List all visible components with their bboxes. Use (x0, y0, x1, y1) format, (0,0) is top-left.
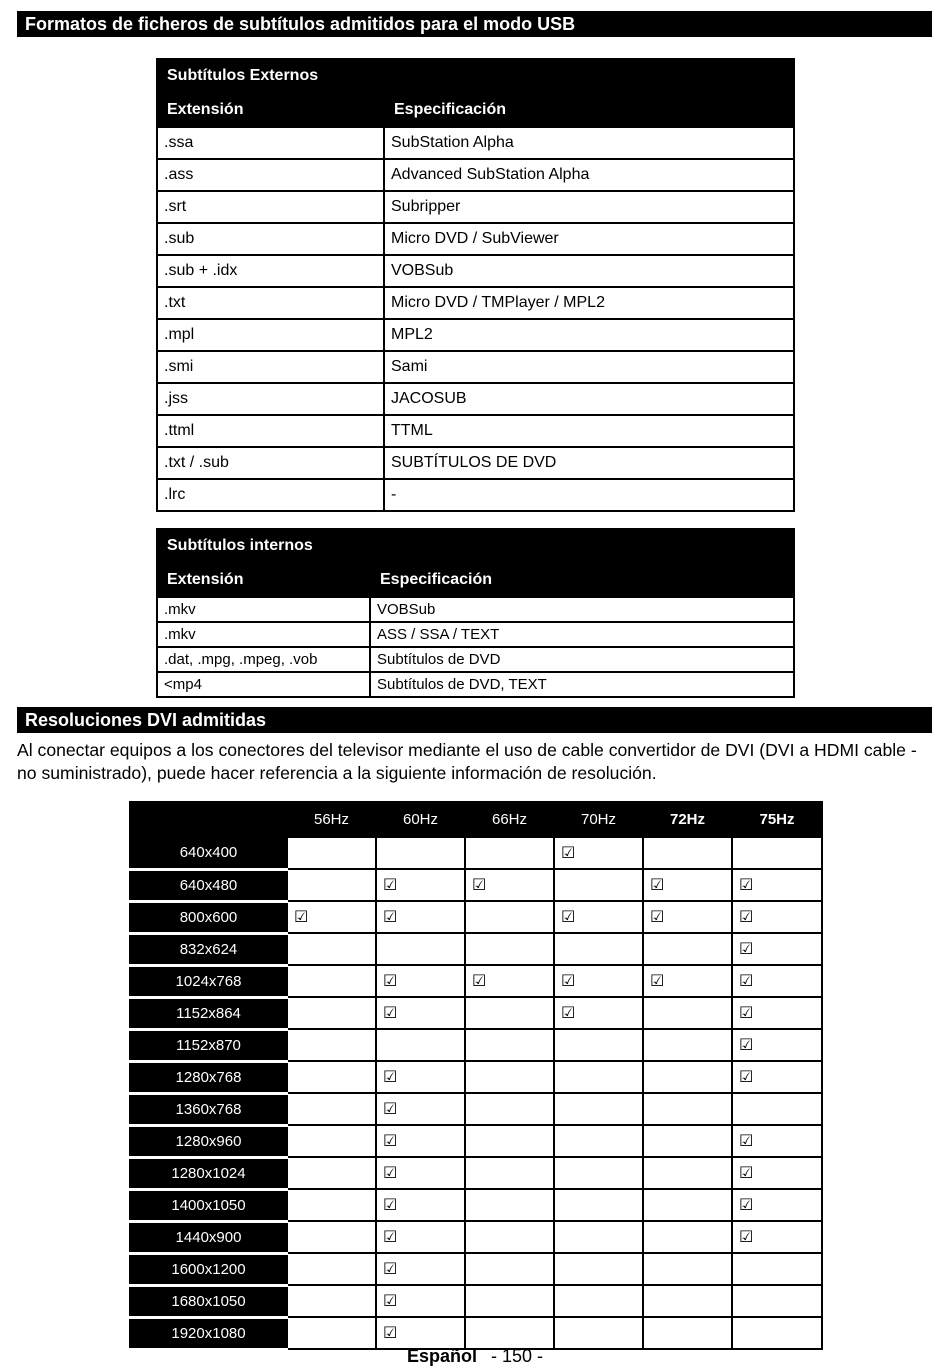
column-header-extension: Extensión (157, 93, 384, 127)
supported-check-icon: ☑ (554, 965, 643, 997)
empty-cell (465, 1125, 554, 1157)
empty-cell (287, 1221, 376, 1253)
empty-cell (643, 1029, 732, 1061)
resolution-label: 1360x768 (130, 1093, 287, 1125)
resolution-label: 832x624 (130, 933, 287, 965)
supported-check-icon: ☑ (376, 997, 465, 1029)
specification-cell: Micro DVD / SubViewer (384, 223, 794, 255)
table-row (157, 287, 794, 319)
table-row (157, 319, 794, 351)
extension-cell: .txt / .sub (157, 447, 384, 479)
internal-subtitles-caption: Subtítulos internos (157, 529, 794, 563)
supported-check-icon: ☑ (732, 901, 822, 933)
empty-cell (554, 1061, 643, 1093)
empty-cell (287, 1253, 376, 1285)
supported-check-icon: ☑ (732, 1029, 822, 1061)
specification-cell: VOBSub (384, 255, 794, 287)
empty-cell (465, 1029, 554, 1061)
empty-cell (643, 997, 732, 1029)
specification-cell: Subripper (384, 191, 794, 223)
empty-cell (554, 1285, 643, 1317)
resolution-label: 800x600 (130, 901, 287, 933)
extension-cell: .ssa (157, 127, 384, 159)
specification-cell: Subtítulos de DVD (370, 647, 794, 672)
empty-cell (287, 1157, 376, 1189)
empty-cell (465, 1189, 554, 1221)
empty-cell (287, 1125, 376, 1157)
empty-cell (287, 1093, 376, 1125)
extension-cell: .ttml (157, 415, 384, 447)
frequency-header: 70Hz (554, 802, 643, 837)
table-row (157, 159, 794, 191)
specification-cell: Advanced SubStation Alpha (384, 159, 794, 191)
column-header-specification: Especificación (370, 563, 794, 597)
specification-cell: Micro DVD / TMPlayer / MPL2 (384, 287, 794, 319)
resolution-row (130, 1253, 822, 1285)
extension-cell: .sub + .idx (157, 255, 384, 287)
empty-cell (554, 1125, 643, 1157)
resolution-row (130, 997, 822, 1029)
extension-cell: .mkv (157, 622, 370, 647)
empty-cell (465, 933, 554, 965)
empty-cell (732, 1317, 822, 1349)
table-row (157, 597, 794, 622)
specification-cell: SubStation Alpha (384, 127, 794, 159)
supported-check-icon: ☑ (732, 997, 822, 1029)
specification-cell: ASS / SSA / TEXT (370, 622, 794, 647)
empty-cell (643, 933, 732, 965)
specification-cell: SUBTÍTULOS DE DVD (384, 447, 794, 479)
resolution-row (130, 965, 822, 997)
table-row (157, 622, 794, 647)
supported-check-icon: ☑ (643, 965, 732, 997)
supported-check-icon: ☑ (376, 1093, 465, 1125)
resolution-label: 1152x870 (130, 1029, 287, 1061)
empty-cell (465, 1253, 554, 1285)
dvi-resolution-table (129, 801, 823, 1351)
table-corner (130, 802, 287, 837)
frequency-header: 72Hz (643, 802, 732, 837)
resolution-row (130, 1317, 822, 1349)
frequency-header: 56Hz (287, 802, 376, 837)
supported-check-icon: ☑ (554, 901, 643, 933)
empty-cell (465, 1061, 554, 1093)
supported-check-icon: ☑ (376, 1125, 465, 1157)
empty-cell (554, 933, 643, 965)
supported-check-icon: ☑ (376, 965, 465, 997)
resolution-label: 1680x1050 (130, 1285, 287, 1317)
extension-cell: .lrc (157, 479, 384, 511)
table-row (157, 447, 794, 479)
empty-cell (465, 997, 554, 1029)
extension-cell: .srt (157, 191, 384, 223)
empty-cell (643, 1221, 732, 1253)
empty-cell (465, 901, 554, 933)
supported-check-icon: ☑ (732, 1221, 822, 1253)
resolution-label: 1024x768 (130, 965, 287, 997)
supported-check-icon: ☑ (732, 933, 822, 965)
resolution-label: 1152x864 (130, 997, 287, 1029)
empty-cell (643, 1061, 732, 1093)
dvi-intro-text: Al conectar equipos a los conectores del televisor mediante el uso de cable convertidor de DVI (DVI a HDMI cable - no suministrado), puede hacer referencia a la siguiente información de resolución. (17, 740, 917, 783)
supported-check-icon: ☑ (376, 1253, 465, 1285)
resolution-row (130, 1125, 822, 1157)
extension-cell: .smi (157, 351, 384, 383)
resolution-label: 640x480 (130, 869, 287, 901)
supported-check-icon: ☑ (554, 997, 643, 1029)
resolution-row (130, 901, 822, 933)
table-row (157, 415, 794, 447)
empty-cell (287, 1285, 376, 1317)
supported-check-icon: ☑ (376, 1317, 465, 1349)
empty-cell (465, 1285, 554, 1317)
specification-cell: Subtítulos de DVD, TEXT (370, 672, 794, 697)
page-number: - 150 - (490, 1346, 544, 1366)
extension-cell: .ass (157, 159, 384, 191)
supported-check-icon: ☑ (376, 1189, 465, 1221)
empty-cell (376, 837, 465, 869)
empty-cell (643, 1253, 732, 1285)
specification-cell: Sami (384, 351, 794, 383)
empty-cell (554, 869, 643, 901)
resolution-label: 640x400 (130, 837, 287, 869)
extension-cell: .jss (157, 383, 384, 415)
dvi-section-title: Resoluciones DVI admitidas (17, 707, 932, 733)
resolution-label: 1440x900 (130, 1221, 287, 1253)
empty-cell (287, 965, 376, 997)
extension-cell: .txt (157, 287, 384, 319)
extension-cell: .mkv (157, 597, 370, 622)
supported-check-icon: ☑ (554, 837, 643, 869)
empty-cell (732, 1285, 822, 1317)
supported-check-icon: ☑ (376, 1157, 465, 1189)
empty-cell (287, 1061, 376, 1093)
supported-check-icon: ☑ (732, 1061, 822, 1093)
table-row (157, 479, 794, 511)
extension-cell: .dat, .mpg, .mpeg, .vob (157, 647, 370, 672)
empty-cell (287, 933, 376, 965)
empty-cell (643, 1157, 732, 1189)
extension-cell: .mpl (157, 319, 384, 351)
specification-cell: VOBSub (370, 597, 794, 622)
specification-cell: MPL2 (384, 319, 794, 351)
resolution-row (130, 869, 822, 901)
empty-cell (554, 1157, 643, 1189)
empty-cell (554, 1221, 643, 1253)
supported-check-icon: ☑ (643, 869, 732, 901)
resolution-row (130, 1221, 822, 1253)
table-row (157, 191, 794, 223)
specification-cell: - (384, 479, 794, 511)
resolution-label: 1280x768 (130, 1061, 287, 1093)
empty-cell (376, 933, 465, 965)
page-footer (0, 1346, 950, 1367)
empty-cell (465, 1317, 554, 1349)
empty-cell (287, 837, 376, 869)
resolution-row (130, 1189, 822, 1221)
empty-cell (643, 837, 732, 869)
supported-check-icon: ☑ (287, 901, 376, 933)
supported-check-icon: ☑ (376, 901, 465, 933)
supported-check-icon: ☑ (465, 869, 554, 901)
resolution-row (130, 1285, 822, 1317)
empty-cell (554, 1253, 643, 1285)
table-row (157, 647, 794, 672)
empty-cell (465, 1157, 554, 1189)
empty-cell (643, 1317, 732, 1349)
resolution-row (130, 1029, 822, 1061)
supported-check-icon: ☑ (732, 1125, 822, 1157)
empty-cell (554, 1189, 643, 1221)
empty-cell (732, 1253, 822, 1285)
resolution-label: 1280x1024 (130, 1157, 287, 1189)
table-row (157, 672, 794, 697)
empty-cell (465, 837, 554, 869)
extension-cell: .sub (157, 223, 384, 255)
extension-cell: <mp4 (157, 672, 370, 697)
resolution-row (130, 837, 822, 869)
empty-cell (287, 1029, 376, 1061)
supported-check-icon: ☑ (732, 965, 822, 997)
footer-language: Español (406, 1346, 477, 1366)
empty-cell (643, 1285, 732, 1317)
empty-cell (643, 1125, 732, 1157)
empty-cell (732, 837, 822, 869)
resolution-label: 1600x1200 (130, 1253, 287, 1285)
supported-check-icon: ☑ (376, 1061, 465, 1093)
supported-check-icon: ☑ (732, 1189, 822, 1221)
supported-check-icon: ☑ (643, 901, 732, 933)
specification-cell: JACOSUB (384, 383, 794, 415)
table-row (157, 351, 794, 383)
frequency-header: 75Hz (732, 802, 822, 837)
resolution-label: 1400x1050 (130, 1189, 287, 1221)
empty-cell (287, 997, 376, 1029)
empty-cell (465, 1221, 554, 1253)
table-row (157, 223, 794, 255)
usb-section-title: Formatos de ficheros de subtítulos admitidos para el modo USB (17, 11, 932, 37)
external-subtitles-table (156, 58, 795, 512)
column-header-extension: Extensión (157, 563, 370, 597)
frequency-header: 66Hz (465, 802, 554, 837)
resolution-row (130, 933, 822, 965)
empty-cell (287, 869, 376, 901)
supported-check-icon: ☑ (732, 1157, 822, 1189)
supported-check-icon: ☑ (732, 869, 822, 901)
supported-check-icon: ☑ (465, 965, 554, 997)
empty-cell (465, 1093, 554, 1125)
empty-cell (554, 1317, 643, 1349)
frequency-header: 60Hz (376, 802, 465, 837)
empty-cell (554, 1029, 643, 1061)
table-row (157, 255, 794, 287)
resolution-row (130, 1061, 822, 1093)
empty-cell (643, 1189, 732, 1221)
internal-subtitles-table (156, 528, 795, 698)
table-row (157, 383, 794, 415)
external-subtitles-caption: Subtítulos Externos (157, 59, 794, 93)
empty-cell (643, 1093, 732, 1125)
resolution-label: 1280x960 (130, 1125, 287, 1157)
supported-check-icon: ☑ (376, 869, 465, 901)
empty-cell (376, 1029, 465, 1061)
empty-cell (554, 1093, 643, 1125)
column-header-specification: Especificación (384, 93, 794, 127)
specification-cell: TTML (384, 415, 794, 447)
resolution-row (130, 1093, 822, 1125)
resolution-label: 1920x1080 (130, 1317, 287, 1349)
empty-cell (287, 1189, 376, 1221)
empty-cell (732, 1093, 822, 1125)
supported-check-icon: ☑ (376, 1221, 465, 1253)
empty-cell (287, 1317, 376, 1349)
supported-check-icon: ☑ (376, 1285, 465, 1317)
table-row (157, 127, 794, 159)
resolution-row (130, 1157, 822, 1189)
